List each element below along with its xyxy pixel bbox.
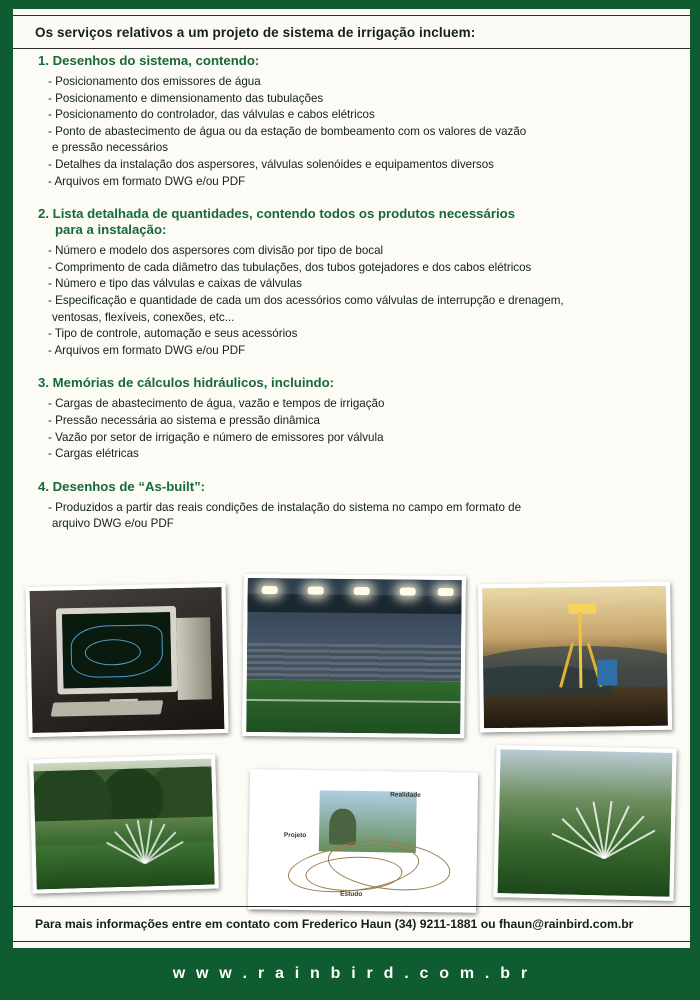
section-3-heading: 3. Memórias de cálculos hidráulicos, incluindo: — [38, 375, 335, 391]
list-item: - Posicionamento dos emissores de água — [48, 75, 261, 88]
list-item: - Posicionamento e dimensionamento das tubulações — [48, 91, 324, 105]
section-2-heading: 2. Lista detalhada de quantidades, contendo todos os produtos necessários para a instalação: — [38, 206, 516, 238]
list-item: - Vazão por setor de irrigação e número de emissores por válvula — [48, 430, 384, 444]
list-item: - Detalhes da instalação dos aspersores, válvulas solenóides e equipamentos diversos — [48, 157, 494, 171]
list-item: - Arquivos em formato DWG e/ou PDF — [48, 174, 246, 188]
footer-contact-text: Para mais informações entre em contato com Frederico Haun (34) 9211-1881 ou fhaun@rainbird.com.br — [35, 917, 634, 931]
list-item: - Cargas de abastecimento de água, vazão e tempos de irrigação — [48, 397, 385, 411]
section-3-items — [13, 396, 690, 462]
list-item: - Pressão necessária ao sistema e pressão dinâmica — [48, 413, 320, 427]
section-1-items — [13, 74, 690, 190]
diagram-label-realidade: Realidade — [390, 791, 421, 799]
photo-field-sprinkler — [493, 745, 676, 901]
list-item: - Comprimento de cada diâmetro das tubulações, dos tubos gotejadores e dos cabos elétricos — [48, 260, 532, 274]
list-item: - Arquivos em formato DWG e/ou PDF — [48, 343, 246, 357]
left-green-edge — [0, 0, 13, 1000]
footer-url-bar — [13, 948, 690, 1000]
section-4 — [13, 479, 690, 533]
list-item: - Tipo de controle, automação e seus acessórios — [48, 327, 298, 341]
section-1 — [13, 53, 690, 190]
diagram-label-estudo: Estudo — [340, 890, 363, 898]
monitor-icon — [56, 606, 178, 694]
footer-contact-band — [13, 906, 690, 942]
list-item: - Especificação e quantidade de cada um dos acessórios como válvulas de interrupção e drenagem, ventosas, flexíveis, conexões, etc... — [48, 293, 564, 324]
list-item: - Produzidos a partir das reais condições de instalação do sistema no campo em formato de arquivo DWG e/ou PDF — [48, 500, 522, 531]
list-item: - Cargas elétricas — [48, 447, 139, 461]
section-1-heading: 1. Desenhos do sistema, contendo: — [38, 53, 260, 68]
header-band — [13, 15, 690, 49]
list-item: - Número e modelo dos aspersores com divisão por tipo de bocal — [48, 244, 384, 258]
list-item: - Ponto de abastecimento de água ou da estação de bombeamento com os valores de vazão e pressão necessários — [48, 124, 527, 155]
photo-stadium — [242, 574, 466, 738]
website-url[interactable]: w w w . r a i n b i r d . c o m . b r — [172, 965, 531, 982]
photo-cad-monitor — [25, 583, 228, 737]
section-4-heading: 4. Desenhos de “As-built”: — [38, 478, 206, 494]
section-2-items — [13, 243, 690, 359]
top-green-edge — [0, 0, 700, 9]
list-item: - Número e tipo das válvulas e caixas de válvulas — [48, 277, 302, 291]
photo-collage — [13, 575, 690, 915]
photo-diagram — [248, 769, 478, 913]
section-4-items — [13, 500, 690, 533]
right-green-edge — [690, 0, 700, 1000]
list-item: - Posicionamento do controlador, das válvulas e cabos elétricos — [48, 108, 375, 122]
section-3 — [13, 375, 690, 462]
page-content — [13, 9, 690, 1000]
page-title: Os serviços relativos a um projeto de sistema de irrigação incluem: — [35, 24, 476, 40]
services-list — [13, 53, 690, 533]
diagram-label-projeto: Projeto — [283, 831, 307, 840]
photo-lawn-sprinkler — [29, 754, 219, 893]
photo-hilltop-sprinkler — [478, 582, 672, 733]
section-2 — [13, 206, 690, 359]
